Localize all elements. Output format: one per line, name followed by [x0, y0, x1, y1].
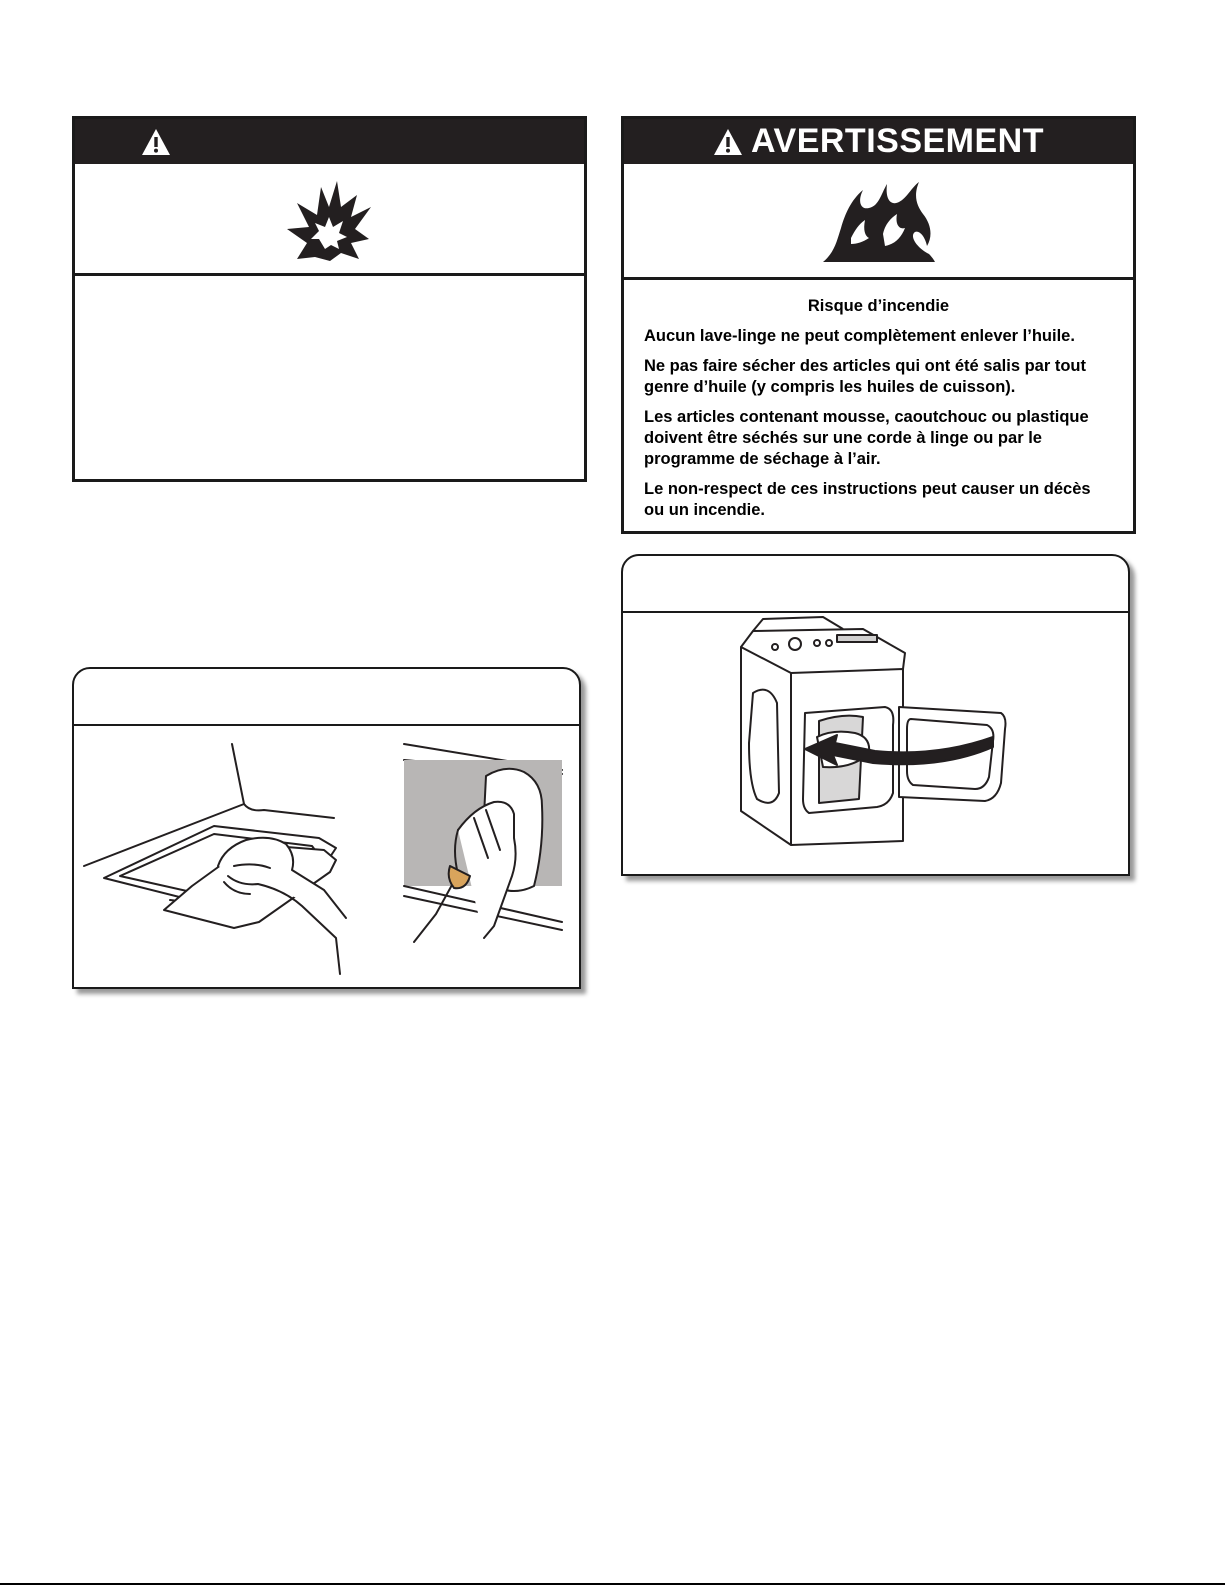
- warning-text-area: [75, 276, 584, 292]
- cleaning-lint-screen-illustration: [74, 726, 579, 988]
- explosion-icon: [285, 177, 375, 261]
- panel-header: [623, 556, 1128, 613]
- pictogram-area: [624, 164, 1133, 280]
- right-warning-box: [621, 116, 1136, 534]
- warning-header-label: AVERTISSEMENT: [750, 122, 1044, 160]
- warning-title: Risque d’incendie: [807, 297, 950, 315]
- warning-header: [75, 119, 584, 164]
- warning-triangle-icon: [141, 127, 171, 157]
- left-illustration-panel: [72, 667, 581, 989]
- warning-paragraph: Aucun lave-linge ne peut complètement enlever l’huile.: [644, 327, 1075, 345]
- pictogram-area: [75, 164, 584, 276]
- warning-paragraph: Le non-respect de ces instructions peut causer un décès ou un incendie.: [644, 480, 1091, 519]
- left-warning-box: [72, 116, 587, 482]
- warning-text-area: [624, 280, 1133, 521]
- panel-header: [74, 669, 579, 726]
- warning-paragraph: Les articles contenant mousse, caoutchouc ou plastique doivent être séchés sur une corde à linge ou par le programme de séchage à l’air.: [644, 408, 1089, 468]
- warning-paragraph: Ne pas faire sécher des articles qui ont été salis par tout genre d’huile (y compris les huiles de cuisson).: [644, 357, 1086, 396]
- fire-icon: [821, 178, 937, 264]
- right-illustration-panel: [621, 554, 1130, 876]
- warning-header: [624, 119, 1133, 164]
- dryer-open-door-illustration: [623, 613, 1128, 875]
- warning-triangle-icon: [713, 127, 743, 157]
